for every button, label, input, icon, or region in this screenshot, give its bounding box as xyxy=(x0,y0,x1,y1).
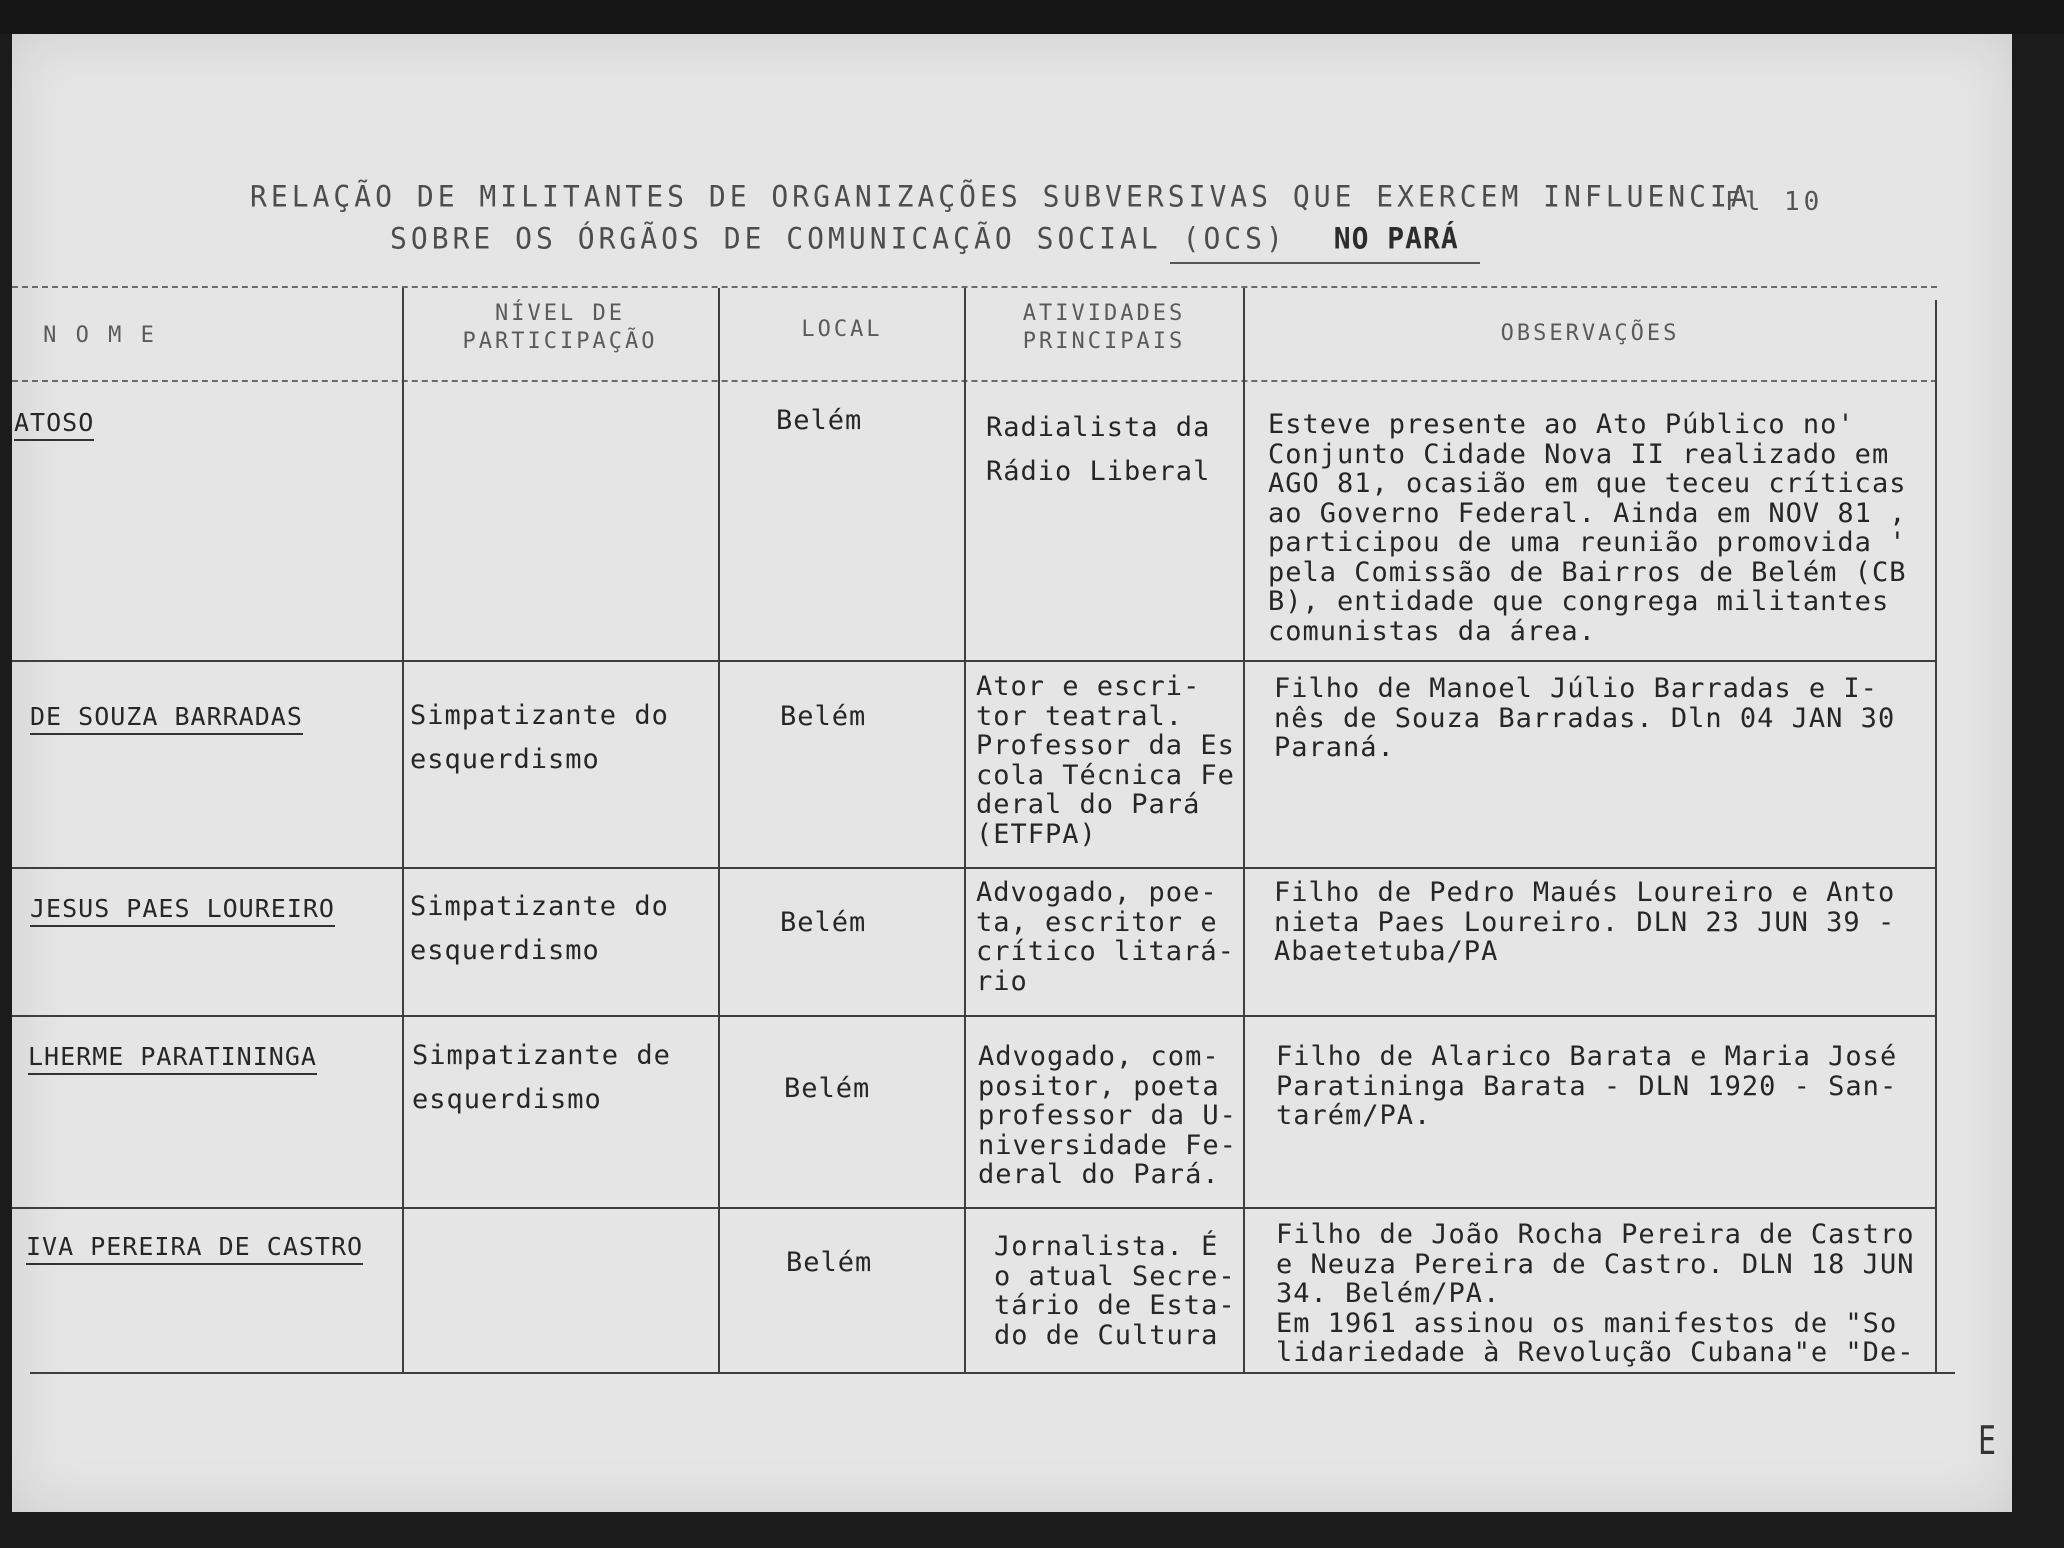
row2-atividades: Ator e escri- tor teatral. Professor da Es cola Técnica Fe deral do Pará (ETFPA) xyxy=(976,671,1235,850)
document-title-line1: RELAÇÃO DE MILITANTES DE ORGANIZAÇÕES SUBVERSIVAS QUE EXERCEM INFLUENCIA xyxy=(250,179,1752,214)
row2-nome: DE SOUZA BARRADAS xyxy=(30,702,303,735)
column-header-nivel: NÍVEL DE PARTICIPAÇÃO xyxy=(462,301,658,354)
row4-nome: LHERME PARATININGA xyxy=(28,1042,317,1075)
row5-atividades: Jornalista. É o atual Secre- tário de Esta- do de Cultura xyxy=(994,1231,1236,1351)
column-divider xyxy=(402,288,404,1374)
row2-nivel: Simpatizante do esquerdismo xyxy=(410,700,669,775)
row-divider xyxy=(12,660,1937,662)
row-divider xyxy=(12,867,1937,869)
row3-local: Belém xyxy=(780,907,867,938)
row5-nome: IVA PEREIRA DE CASTRO xyxy=(26,1232,363,1265)
row-divider xyxy=(12,1207,1937,1209)
row4-nivel: Simpatizante de esquerdismo xyxy=(412,1040,671,1115)
folio-number: Fl 10 xyxy=(1725,187,1824,217)
column-divider xyxy=(718,288,720,1374)
row-divider xyxy=(12,1015,1937,1017)
column-header-atividades: ATIVIDADES PRINCIPAIS xyxy=(1022,301,1186,354)
document-title-line2 xyxy=(390,221,1459,256)
row3-nome: JESUS PAES LOUREIRO xyxy=(30,894,335,927)
column-header-observacoes: OBSERVAÇÕES xyxy=(1500,321,1680,346)
row5-observacoes: Filho de João Rocha Pereira de Castro e Neuza Pereira de Castro. DLN 18 JUN 34. Belém/PA. Em 1961 assinou os manifestos de "So lidariedade à Revolução Cubana"e "De- xyxy=(1276,1219,1915,1368)
scan-top-border xyxy=(0,0,2064,34)
row2-local: Belém xyxy=(780,701,867,732)
row3-observacoes: Filho de Pedro Maués Loureiro e Anto nieta Paes Loureiro. DLN 23 JUN 39 - Abaetetuba/PA xyxy=(1274,877,1896,967)
margin-mark: E xyxy=(1978,1418,1997,1465)
row1-local: Belém xyxy=(776,405,863,436)
row1-atividades: Radialista da Rádio Liberal xyxy=(986,412,1211,487)
header-bottom-rule xyxy=(12,380,1937,382)
column-divider xyxy=(1243,288,1245,1374)
row1-observacoes: Esteve presente ao Ato Público no' Conjunto Cidade Nova II realizado em AGO 81, ocasião em que teceu críticas ao Governo Federal. Ainda em NOV 81 , participou de uma reunião promovida ' pela Comissão de Bairros de Belém (CB B), entidade que congrega militantes comunistas da área. xyxy=(1268,409,1907,647)
row5-local: Belém xyxy=(786,1247,873,1278)
row3-nivel: Simpatizante do esquerdismo xyxy=(410,891,669,966)
title-underline xyxy=(1170,262,1480,264)
document-title-region: NO PARÁ xyxy=(1333,221,1459,256)
row4-observacoes: Filho de Alarico Barata e Maria José Paratininga Barata - DLN 1920 - San- tarém/PA. xyxy=(1276,1041,1898,1131)
column-divider xyxy=(964,288,966,1374)
row2-observacoes: Filho de Manoel Júlio Barradas e I- nês de Souza Barradas. Dln 04 JAN 30 Paraná. xyxy=(1274,673,1896,763)
row4-atividades: Advogado, com- positor, poeta professor da U- niversidade Fe- deral do Pará. xyxy=(978,1041,1237,1190)
table-bottom-rule xyxy=(30,1372,1955,1374)
document-title-line2-text: SOBRE OS ÓRGÃOS DE COMUNICAÇÃO SOCIAL (OCS) xyxy=(390,221,1287,256)
column-header-local: LOCAL xyxy=(801,317,883,342)
column-header-nome: N O M E xyxy=(43,323,157,348)
row1-nome: ATOSO xyxy=(14,408,94,441)
row3-atividades: Advogado, poe- ta, escritor e crítico litará- rio xyxy=(976,877,1235,997)
row4-local: Belém xyxy=(784,1073,871,1104)
table-top-rule xyxy=(12,286,1937,288)
